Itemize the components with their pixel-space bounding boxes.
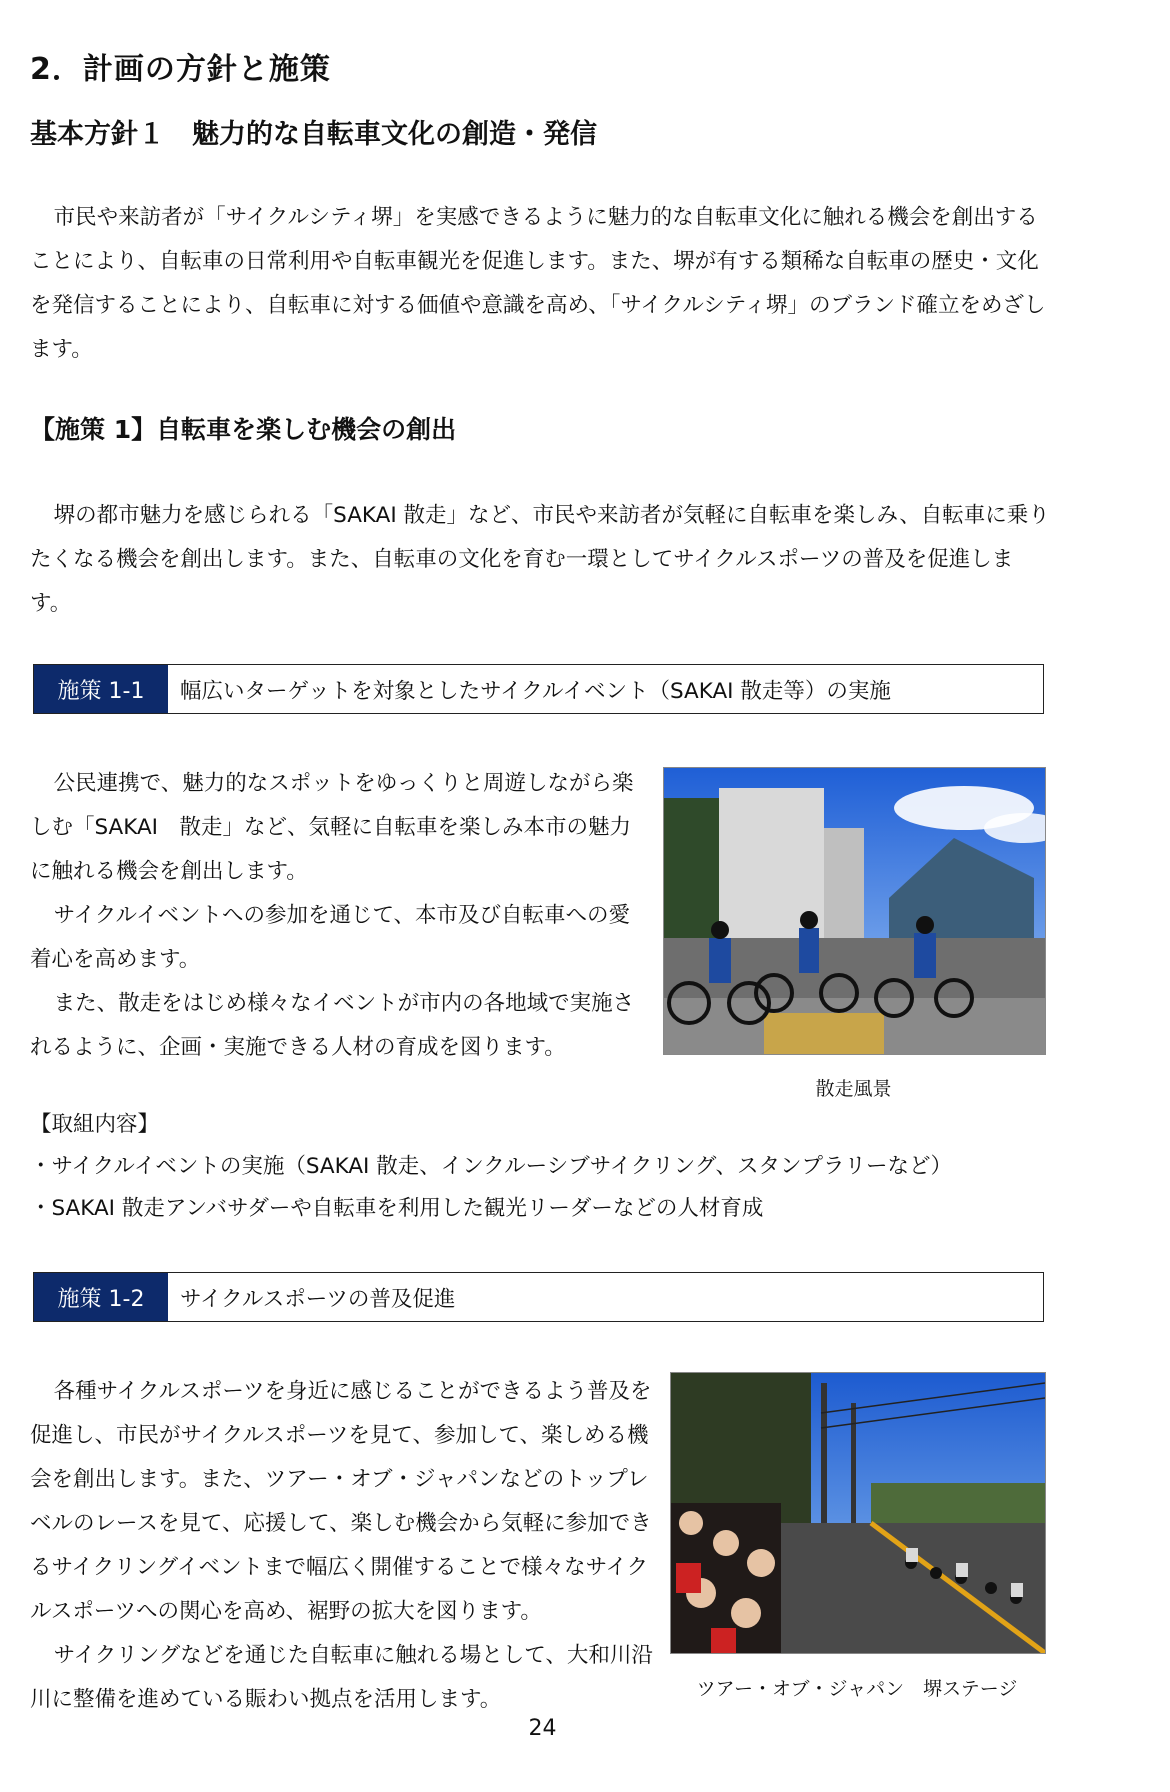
action-item: ・SAKAI 散走アンバサダーや自転車を利用した観光リーダーなどの人材育成 [30,1196,764,1221]
measure-1-1-tag: 施策 1-1 [34,665,168,713]
measure-1-1-paragraph: また、散走をはじめ様々なイベントが市内の各地域で実施されるように、企画・実施できる人材の育成を図ります。 [30,991,635,1060]
policy-intro [30,196,1050,372]
measure-1-1-header [33,664,1044,714]
tour-of-japan-photo-image [671,1373,1045,1653]
measure-1-2-body [30,1370,655,1722]
policy-intro-paragraph: 市民や来訪者が「サイクルシティ堺」を実感できるように魅力的な自転車文化に触れる機会を創出することにより、自転車の日常利用や自転車観光を促進します。また、堺が有する類稀な自転車の歴史・文化を発信することにより、自転車に対する価値や意識を高め、「サイクルシティ堺」のブランド確立をめざします。 [30,205,1046,362]
sansou-photo-caption: 散走風景 [815,1078,892,1100]
sansou-photo [663,767,1046,1055]
actions-block [30,1104,1070,1230]
measure-1-1-paragraph: サイクルイベントへの参加を通じて、本市及び自転車への愛着心を高めます。 [30,903,631,972]
measure-1-2-paragraph: サイクリングなどを通じた自転車に触れる場として、大和川沿川に整備を進めている賑わい拠点を活用します。 [30,1643,653,1712]
tour-of-japan-photo-caption: ツアー・オブ・ジャパン 堺ステージ [696,1678,1018,1700]
measure-1-1-paragraph: 公民連携で、魅力的なスポットをゆっくりと周遊しながら楽しむ「SAKAI 散走」など、気軽に自転車を楽しみ本市の魅力に触れる機会を創出します。 [30,771,634,884]
measure-intro-paragraph: 堺の都市魅力を感じられる「SAKAI 散走」など、市民や来訪者が気軽に自転車を楽しみ、自転車に乗りたくなる機会を創出します。また、自転車の文化を育む一環としてサイクルスポーツの普及を促進します。 [30,503,1050,616]
measure-1-1-body [30,762,650,1070]
tour-of-japan-photo [670,1372,1046,1654]
measure-1-2-header [33,1272,1044,1322]
measure-1-2-title: サイクルスポーツの普及促進 [180,1286,456,1312]
policy-heading: 基本方針１ 魅力的な自転車文化の創造・発信 [30,119,597,150]
section-heading: 2．計画の方針と施策 [30,52,331,87]
measure-1-2-paragraph: 各種サイクルスポーツを身近に感じることができるよう普及を促進し、市民がサイクルスポーツを見て、参加して、楽しめる機会を創出します。また、ツアー・オブ・ジャパンなどのトップレベルのレースを見て、応援して、楽しむ機会から気軽に参加できるサイクリングイベントまで幅広く開催することで様々なサイクルスポーツへの関心を高め、裾野の拡大を図ります。 [30,1379,652,1624]
measure-intro [30,494,1050,626]
measure-1-1-title: 幅広いターゲットを対象としたサイクルイベント（SAKAI 散走等）の実施 [180,678,891,704]
measure-1-2-tag: 施策 1-2 [34,1273,168,1321]
action-item: ・サイクルイベントの実施（SAKAI 散走、インクルーシブサイクリング、スタンプラリーなど） [30,1154,952,1179]
actions-heading: 【取組内容】 [30,1112,160,1137]
sansou-photo-image [664,768,1045,1054]
measure-heading: 【施策 1】自転車を楽しむ機会の創出 [30,415,457,444]
page-number: 24 [528,1716,557,1741]
